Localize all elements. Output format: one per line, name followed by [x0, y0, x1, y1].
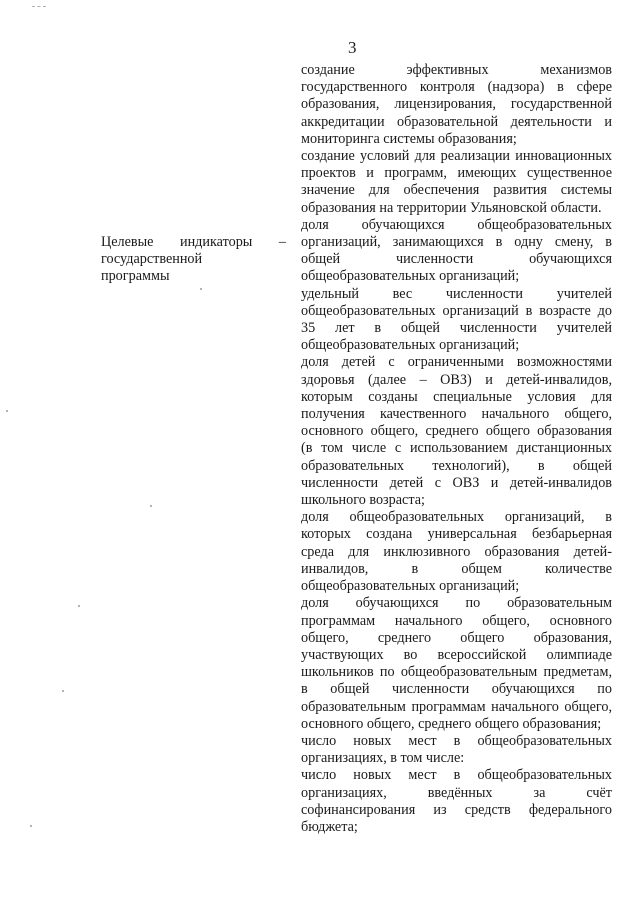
- section-label-line-3: программы: [101, 268, 170, 284]
- paragraph: доля обучающихся общеобразовательных организаций, занимающихся в одну смену, в общей численности обучающихся общеобразовательных организаций;: [301, 216, 612, 285]
- paragraph: доля общеобразовательных организаций, в которых создана универсальная безбарьерная среда для инклюзивного образования детей-инвалидов, в общем количестве общеобразовательных организаций;: [301, 509, 612, 595]
- section-label-line-2: государственной: [101, 251, 203, 267]
- paragraph: доля детей с ограниченными возможностями здоровья (далее – ОВЗ) и детей-инвалидов, которым созданы специальные условия для получения качественного начального общего, основного общего, среднего общего образования (в том числе с использованием дистанционных образовательных технологий), в общей численности детей с ОВЗ и детей-инвалидов школьного возраста;: [301, 354, 612, 509]
- scan-artifact: [32, 6, 46, 8]
- section-content: [301, 62, 612, 836]
- paragraph: удельный вес численности учителей общеобразовательных организаций в возрасте до 35 лет в общей численности учителей общеобразовательных организаций;: [301, 285, 612, 354]
- scan-speck: [6, 410, 8, 412]
- scan-speck: [200, 288, 202, 290]
- scan-speck: [78, 605, 80, 607]
- scan-speck: [150, 505, 152, 507]
- paragraph: создание эффективных механизмов государственного контроля (надзора) в сфере образования, лицензирования, государственной аккредитации образовательной деятельности и мониторинга системы образования;: [301, 62, 612, 147]
- scan-speck: [30, 825, 32, 827]
- scan-speck: [62, 690, 64, 692]
- paragraph: число новых мест в общеобразовательных организациях, введённых за счёт софинансирования из средств федерального бюджета;: [301, 767, 612, 835]
- paragraph: создание условий для реализации инновационных проектов и программ, имеющих существенное значение для обеспечения развития системы образования на территории Ульяновской области.: [301, 148, 612, 216]
- paragraph: доля обучающихся по образовательным программам начального общего, основного общего, среднего общего образования, участвующих во всероссийской олимпиаде школьников по общеобразовательным предметам, в общей численности обучающихся по образовательным программам начального общего, основного общего, среднего общего образования;: [301, 595, 612, 732]
- label-dash: –: [278, 234, 286, 250]
- label-word-1: Целевые: [101, 234, 154, 250]
- paragraph: число новых мест в общеобразовательных организациях, в том числе:: [301, 732, 612, 767]
- section-label: [101, 234, 286, 285]
- section-label-line-1: [101, 234, 286, 251]
- label-word-2: индикаторы: [180, 234, 253, 250]
- page-number: 3: [348, 38, 357, 57]
